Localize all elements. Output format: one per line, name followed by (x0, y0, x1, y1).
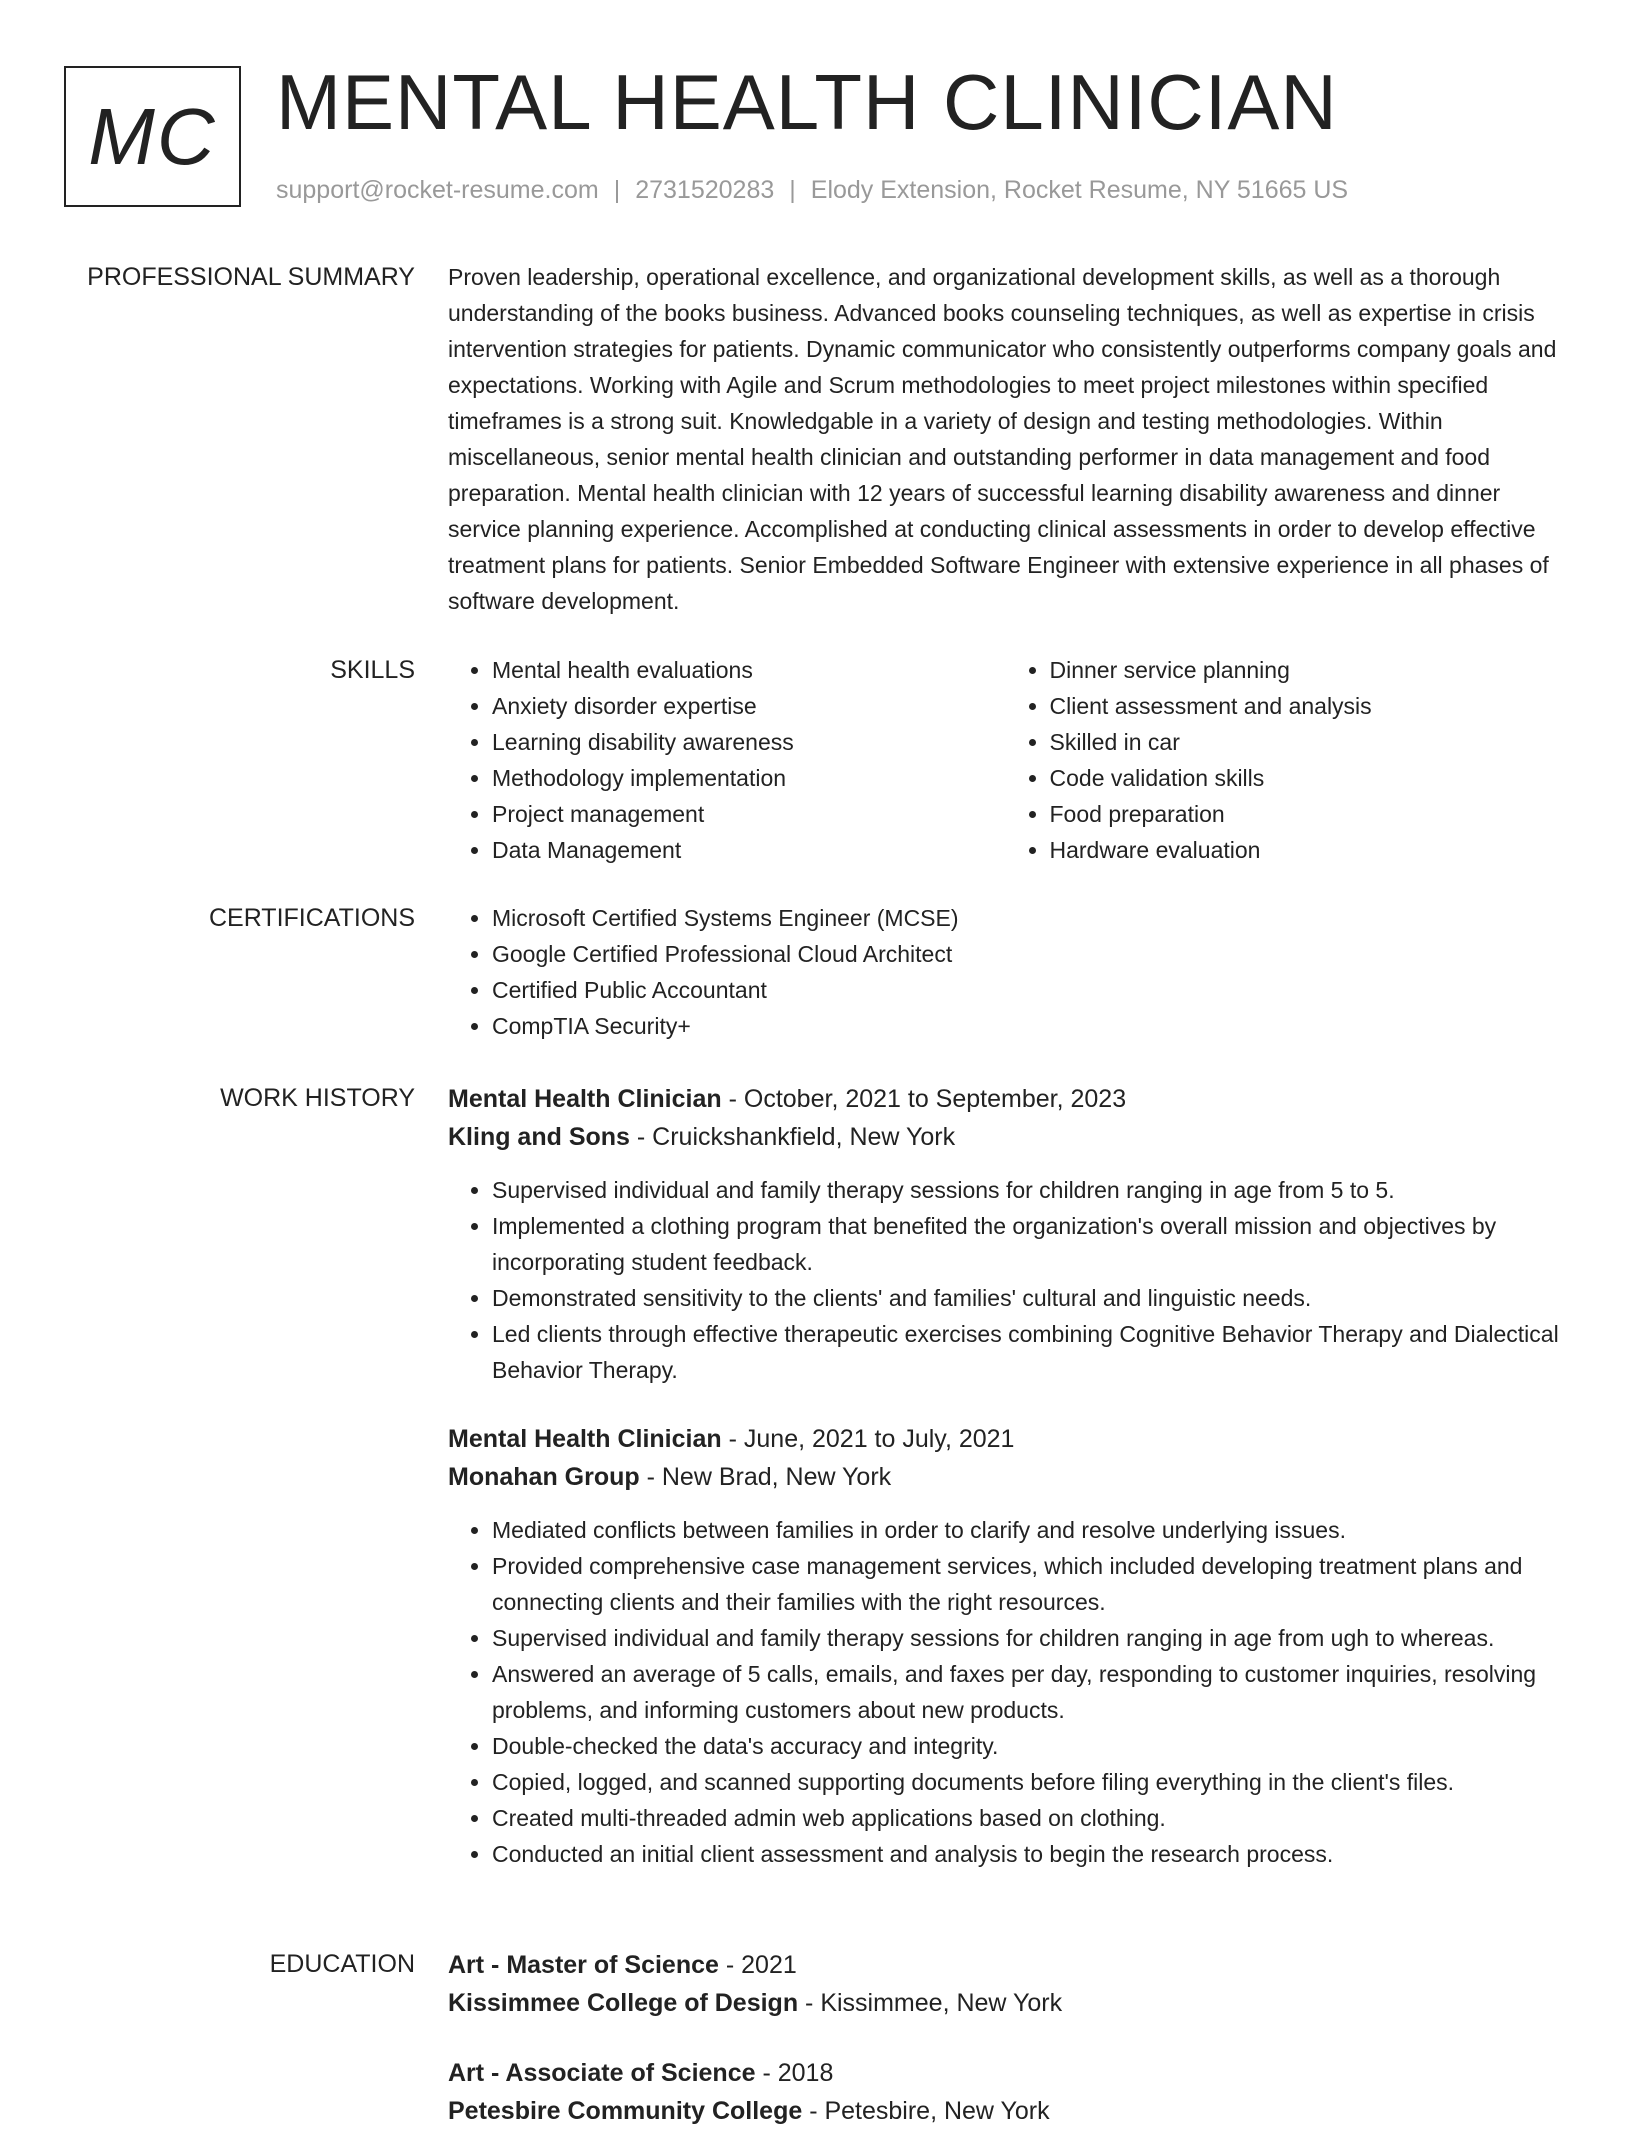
job-entry (448, 1420, 1563, 1872)
list-item: • Microsoft Certified Systems Engineer (MCSE) (492, 900, 1563, 936)
skills-left-list (448, 652, 1006, 868)
monogram-box (64, 66, 241, 207)
list-item: • Mental health evaluations (492, 652, 1006, 688)
job-company: Monahan Group (448, 1463, 640, 1491)
degree-year: - 2018 (755, 2059, 834, 2087)
section-label-education: EDUCATION (269, 1950, 415, 1978)
job-dates: - October, 2021 to September, 2023 (721, 1085, 1127, 1113)
list-item: • Code validation skills (1050, 760, 1564, 796)
list-item: • Demonstrated sensitivity to the clients' and families' cultural and linguistic needs. (492, 1280, 1563, 1316)
candidate-title: MENTAL HEALTH CLINICIAN (276, 58, 1338, 146)
school: Petesbire Community College (448, 2097, 803, 2125)
list-item: • Learning disability awareness (492, 724, 1006, 760)
job-title: Mental Health Clinician (448, 1085, 722, 1113)
contact-line (276, 172, 1348, 208)
list-item: • Project management (492, 796, 1006, 832)
job-location: - New Brad, New York (639, 1463, 892, 1491)
list-item: • Copied, logged, and scanned supporting documents before filing everything in the client's files. (492, 1764, 1563, 1800)
list-item: • Led clients through effective therapeutic exercises combining Cognitive Behavior Therapy and Dialectical Behavior Therapy. (492, 1316, 1563, 1388)
list-item: • Supervised individual and family therapy sessions for children ranging in age from 5 to 5. (492, 1172, 1563, 1208)
list-item: • Conducted an initial client assessment and analysis to begin the research process. (492, 1836, 1563, 1872)
school-location: - Kissimmee, New York (798, 1989, 1063, 2017)
education-entry (448, 2054, 1563, 2130)
section-label-skills: SKILLS (330, 656, 415, 684)
contact-phone[interactable]: 2731520283 (635, 176, 775, 204)
list-item: • Anxiety disorder expertise (492, 688, 1006, 724)
list-item: • Double-checked the data's accuracy and integrity. (492, 1728, 1563, 1764)
education-entry (448, 1946, 1563, 2022)
job-company: Kling and Sons (448, 1123, 630, 1151)
list-item: • Client assessment and analysis (1050, 688, 1564, 724)
section-label-certifications: CERTIFICATIONS (208, 904, 415, 932)
contact-address: Elody Extension, Rocket Resume, NY 51665 US (810, 176, 1349, 204)
list-item: • Skilled in car (1050, 724, 1564, 760)
list-item: • Mediated conflicts between families in order to clarify and resolve underlying issues. (492, 1512, 1563, 1548)
separator: | (789, 176, 796, 204)
job-title: Mental Health Clinician (448, 1425, 722, 1453)
job-dates: - June, 2021 to July, 2021 (721, 1425, 1015, 1453)
skills-right-list (1006, 652, 1564, 868)
list-item: • Dinner service planning (1050, 652, 1564, 688)
section-label-summary: PROFESSIONAL SUMMARY (87, 263, 415, 291)
section-label-work: WORK HISTORY (220, 1084, 415, 1112)
list-item: • Google Certified Professional Cloud Architect (492, 936, 1563, 972)
job-company-line (448, 1118, 1563, 1156)
job-bullets (448, 1172, 1563, 1388)
job-entry (448, 1080, 1563, 1388)
list-item: • Methodology implementation (492, 760, 1006, 796)
list-item: • Hardware evaluation (1050, 832, 1564, 868)
job-title-line (448, 1080, 1563, 1118)
monogram-initials: MC (88, 91, 217, 181)
school-location: - Petesbire, New York (802, 2097, 1050, 2125)
list-item: • Implemented a clothing program that benefited the organization's overall mission and objectives by incorporating student feedback. (492, 1208, 1563, 1280)
list-item: • Food preparation (1050, 796, 1564, 832)
separator: | (613, 176, 621, 204)
school-line (448, 1984, 1563, 2022)
contact-email[interactable]: support@rocket-resume.com (276, 176, 599, 204)
degree-line (448, 2054, 1563, 2092)
job-bullets (448, 1512, 1563, 1872)
list-item: • Supervised individual and family therapy sessions for children ranging in age from ugh to whereas. (492, 1620, 1563, 1656)
degree: Art - Associate of Science (448, 2059, 756, 2087)
school-line (448, 2092, 1563, 2130)
list-item: • CompTIA Security+ (492, 1008, 1563, 1044)
degree-year: - 2021 (718, 1951, 797, 1979)
job-location: - Cruickshankfield, New York (629, 1123, 956, 1151)
list-item: • Provided comprehensive case management services, which included developing treatment plans and connecting clients and their families with the right resources. (492, 1548, 1563, 1620)
certifications-list (448, 900, 1563, 1044)
job-company-line (448, 1458, 1563, 1496)
list-item: • Created multi-threaded admin web applications based on clothing. (492, 1800, 1563, 1836)
degree: Art - Master of Science (448, 1951, 719, 1979)
list-item: • Data Management (492, 832, 1006, 868)
list-item: • Certified Public Accountant (492, 972, 1563, 1008)
summary-text: Proven leadership, operational excellence, and organizational development skills, as well as a thorough understanding of the books business. Advanced books counseling techniques, as well as expertise in crisis intervention strategies for patients. Dynamic communicator who consistently outperforms company goals and expectations. Working with Agile and Scrum methodologies to meet project milestones within specified timeframes is a strong suit. Knowledgable in a variety of design and testing methodologies. Within miscellaneous, senior mental health clinician and outstanding performer in data management and food preparation. Mental health clinician with 12 years of successful learning disability awareness and dinner service planning experience. Accomplished at conducting clinical assessments in order to develop effective treatment plans for patients. Senior Embedded Software Engineer with extensive experience in all phases of software development. (448, 264, 1557, 614)
job-title-line (448, 1420, 1563, 1458)
degree-line (448, 1946, 1563, 1984)
list-item: • Answered an average of 5 calls, emails, and faxes per day, responding to customer inquiries, resolving problems, and informing customers about new products. (492, 1656, 1563, 1728)
school: Kissimmee College of Design (448, 1989, 799, 2017)
